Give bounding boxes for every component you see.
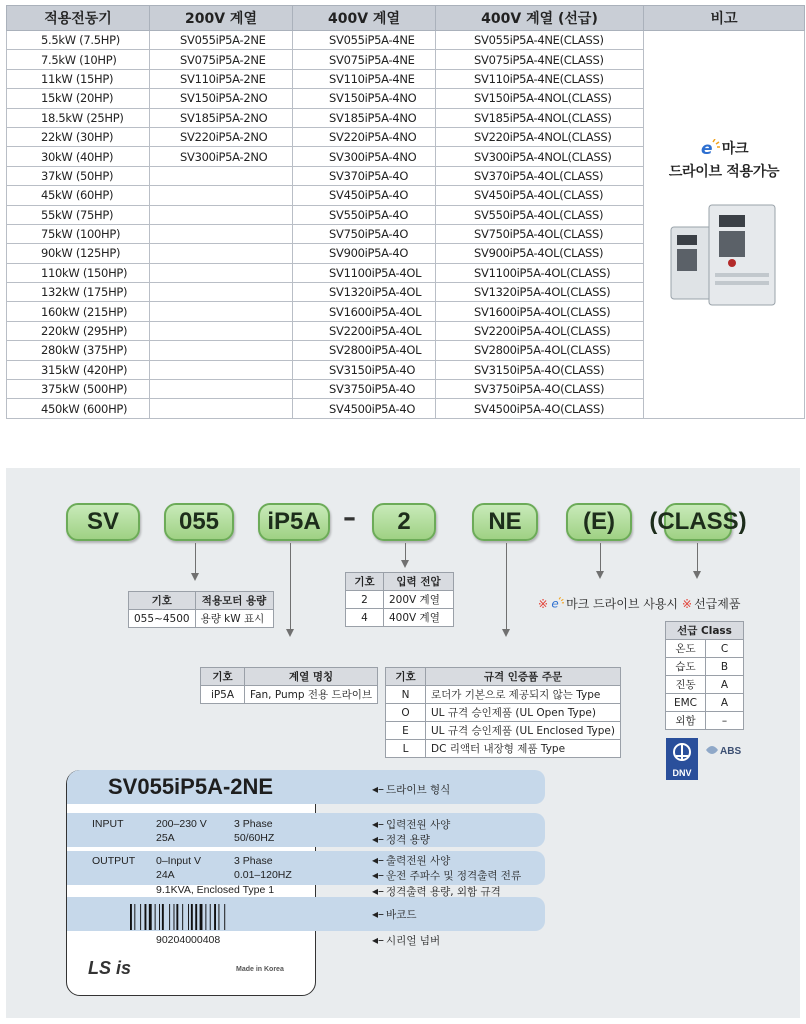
model-400v-cell: SV900iP5A-4O <box>293 244 436 263</box>
connector-class <box>697 543 698 573</box>
motor-cell: 22kW (30HP) <box>7 127 150 146</box>
e-mark-note-text: 마크 드라이브 사용시 <box>566 597 679 611</box>
model-200v-cell: SV075iP5A-2NE <box>150 50 293 69</box>
arrow-left-icon: ◂– <box>372 907 385 921</box>
model-200v-cell <box>150 263 293 282</box>
svg-text:e: e <box>551 597 559 610</box>
model-400v-cell: SV370iP5A-4O <box>293 166 436 185</box>
drive-product-image <box>665 201 783 311</box>
desc-barcode-text: 바코드 <box>386 909 417 921</box>
header-motor: 적용전동기 <box>7 6 150 31</box>
class-table-title: 선급 Class <box>666 622 744 640</box>
voltage-cell-code: 4 <box>346 609 384 627</box>
model-200v-cell <box>150 283 293 302</box>
series-table <box>200 667 378 704</box>
model-400v-class-cell: SV110iP5A-4NE(CLASS) <box>436 69 644 88</box>
header-400v-class: 400V 계열 (선급) <box>436 6 644 31</box>
model-400v-cell: SV220iP5A-4NO <box>293 127 436 146</box>
series-header-desc: 계열 명칭 <box>245 668 378 686</box>
connector-series <box>290 543 291 631</box>
model-400v-cell: SV2200iP5A-4OL <box>293 321 436 340</box>
type-table <box>385 667 621 758</box>
motor-cell: 450kW (600HP) <box>7 399 150 418</box>
desc-input <box>372 817 450 832</box>
motor-cell: 160kW (215HP) <box>7 302 150 321</box>
remark-title-text: 마크 <box>721 140 749 157</box>
model-200v-cell <box>150 302 293 321</box>
motor-cell: 5.5kW (7.5HP) <box>7 31 150 50</box>
e-mark-note <box>536 595 740 612</box>
arrow-down-icon <box>693 571 701 579</box>
input-label: INPUT <box>92 818 124 830</box>
input-frequency: 50/60HZ <box>234 832 275 844</box>
class-cell-name: 온도 <box>666 640 706 658</box>
model-400v-class-cell: SV150iP5A-4NOL(CLASS) <box>436 89 644 108</box>
barcode-icon <box>128 903 252 931</box>
model-200v-cell: SV150iP5A-2NO <box>150 89 293 108</box>
model-400v-class-cell: SV220iP5A-4NOL(CLASS) <box>436 127 644 146</box>
model-200v-cell: SV220iP5A-2NO <box>150 127 293 146</box>
e-mark-icon <box>550 597 564 610</box>
model-200v-cell: SV300iP5A-2NO <box>150 147 293 166</box>
remark-subtitle: 드라이브 적용가능 <box>668 163 780 180</box>
voltage-cell-desc: 200V 계열 <box>384 591 454 609</box>
model-200v-cell <box>150 205 293 224</box>
abs-logo-icon <box>704 740 748 760</box>
arrow-left-icon: ◂– <box>372 782 385 796</box>
dnv-logo-icon <box>666 738 698 780</box>
connector-type <box>506 543 507 631</box>
type-cell-desc: UL 규격 승인제품 (UL Open Type) <box>426 704 621 722</box>
arrow-left-icon: ◂– <box>372 817 385 831</box>
output-frequency: 0.01–120HZ <box>234 869 292 881</box>
model-400v-cell: SV055iP5A-4NE <box>293 31 436 50</box>
model-400v-cell: SV1100iP5A-4OL <box>293 263 436 282</box>
desc-rating-text: 정격출력 용량, 외함 규격 <box>386 886 501 898</box>
asterisk: ※ <box>682 596 693 611</box>
code-dash: – <box>343 503 356 533</box>
connector-capacity <box>195 543 196 575</box>
class-cell-name: EMC <box>666 694 706 712</box>
model-400v-cell: SV750iP5A-4O <box>293 224 436 243</box>
model-200v-cell <box>150 399 293 418</box>
nameplate-model: SV055iP5A-2NE <box>108 774 274 799</box>
remark-title <box>700 138 748 158</box>
motor-cell: 90kW (125HP) <box>7 244 150 263</box>
output-current: 24A <box>156 869 175 881</box>
arrow-left-icon: ◂– <box>372 832 385 846</box>
model-400v-cell: SV4500iP5A-4O <box>293 399 436 418</box>
model-200v-cell <box>150 244 293 263</box>
series-cell-desc: Fan, Pump 전용 드라이브 <box>245 686 378 704</box>
model-200v-cell <box>150 224 293 243</box>
model-200v-cell: SV185iP5A-2NO <box>150 108 293 127</box>
input-current: 25A <box>156 832 175 844</box>
code-chip-series: iP5A <box>258 503 330 541</box>
output-voltage: 0–Input V <box>156 855 201 867</box>
arrow-down-icon <box>191 573 199 581</box>
e-mark-icon <box>700 139 720 157</box>
desc-rating <box>372 884 501 899</box>
model-400v-class-cell: SV185iP5A-4NOL(CLASS) <box>436 108 644 127</box>
motor-cell: 18.5kW (25HP) <box>7 108 150 127</box>
desc-model <box>372 782 450 797</box>
abs-logo-text: ABS <box>720 746 742 757</box>
series-cell-code: iP5A <box>201 686 245 704</box>
model-200v-cell <box>150 321 293 340</box>
model-table <box>6 5 805 419</box>
model-400v-class-cell: SV3750iP5A-4O(CLASS) <box>436 380 644 399</box>
model-400v-class-cell: SV550iP5A-4OL(CLASS) <box>436 205 644 224</box>
band-input <box>67 813 545 847</box>
voltage-header-desc: 입력 전압 <box>384 573 454 591</box>
model-400v-cell: SV300iP5A-4NO <box>293 147 436 166</box>
motor-cell: 30kW (40HP) <box>7 147 150 166</box>
model-400v-cell: SV3750iP5A-4O <box>293 380 436 399</box>
voltage-header-code: 기호 <box>346 573 384 591</box>
model-400v-class-cell: SV4500iP5A-4O(CLASS) <box>436 399 644 418</box>
model-200v-cell <box>150 166 293 185</box>
class-cell-grade: – <box>706 712 744 730</box>
motor-cell: 37kW (50HP) <box>7 166 150 185</box>
model-400v-cell: SV1320iP5A-4OL <box>293 283 436 302</box>
model-400v-cell: SV150iP5A-4NO <box>293 89 436 108</box>
class-cell-grade: C <box>706 640 744 658</box>
model-400v-class-cell: SV2800iP5A-4OL(CLASS) <box>436 341 644 360</box>
model-400v-class-cell: SV450iP5A-4OL(CLASS) <box>436 186 644 205</box>
arrow-down-icon <box>502 629 510 637</box>
voltage-cell-desc: 400V 계열 <box>384 609 454 627</box>
dnv-logo-text: DNV <box>672 768 692 778</box>
motor-cell: 315kW (420HP) <box>7 360 150 379</box>
capacity-header-code: 기호 <box>129 592 196 610</box>
desc-serial <box>372 933 440 948</box>
ls-logo: LS is <box>88 958 132 978</box>
rating-text: 9.1KVA, Enclosed Type 1 <box>156 884 275 896</box>
desc-model-text: 드라이브 형식 <box>386 784 451 796</box>
motor-cell: 132kW (175HP) <box>7 283 150 302</box>
class-cell-name: 외함 <box>666 712 706 730</box>
desc-barcode <box>372 907 416 922</box>
motor-cell: 45kW (60HP) <box>7 186 150 205</box>
type-cell-desc: UL 규격 승인제품 (UL Enclosed Type) <box>426 722 621 740</box>
model-400v-class-cell: SV750iP5A-4OL(CLASS) <box>436 224 644 243</box>
input-voltage: 200–230 V <box>156 818 207 830</box>
output-phase: 3 Phase <box>234 855 273 867</box>
motor-cell: 55kW (75HP) <box>7 205 150 224</box>
class-cell-grade: B <box>706 658 744 676</box>
desc-output <box>372 853 450 868</box>
model-400v-cell: SV3150iP5A-4O <box>293 360 436 379</box>
model-400v-class-cell: SV1600iP5A-4OL(CLASS) <box>436 302 644 321</box>
model-400v-class-cell: SV075iP5A-4NE(CLASS) <box>436 50 644 69</box>
desc-input-text: 입력전원 사양 <box>386 819 451 831</box>
header-200v: 200V 계열 <box>150 6 293 31</box>
input-phase: 3 Phase <box>234 818 273 830</box>
table-header-row <box>7 6 805 31</box>
model-400v-class-cell: SV300iP5A-4NOL(CLASS) <box>436 147 644 166</box>
class-note-text: 선급제품 <box>694 597 741 611</box>
model-400v-class-cell: SV1100iP5A-4OL(CLASS) <box>436 263 644 282</box>
capacity-header-desc: 적용모터 용량 <box>195 592 273 610</box>
class-cell-name: 습도 <box>666 658 706 676</box>
model-400v-cell: SV075iP5A-4NE <box>293 50 436 69</box>
header-400v: 400V 계열 <box>293 6 436 31</box>
type-cell-desc: 로더가 기본으로 제공되지 않는 Type <box>426 686 621 704</box>
capacity-cell-code: 055~4500 <box>129 610 196 628</box>
model-400v-class-cell: SV055iP5A-4NE(CLASS) <box>436 31 644 50</box>
type-header-code: 기호 <box>386 668 426 686</box>
capacity-table <box>128 591 274 628</box>
arrow-down-icon <box>286 629 294 637</box>
model-400v-class-cell: SV900iP5A-4OL(CLASS) <box>436 244 644 263</box>
model-400v-class-cell: SV3150iP5A-4O(CLASS) <box>436 360 644 379</box>
motor-cell: 15kW (20HP) <box>7 89 150 108</box>
motor-cell: 110kW (150HP) <box>7 263 150 282</box>
desc-freq-text: 운전 주파수 및 정격출력 전류 <box>386 870 522 882</box>
model-400v-cell: SV1600iP5A-4OL <box>293 302 436 321</box>
model-200v-cell <box>150 380 293 399</box>
voltage-cell-code: 2 <box>346 591 384 609</box>
code-chip-type: NE <box>472 503 538 541</box>
model-400v-class-cell: SV370iP5A-4OL(CLASS) <box>436 166 644 185</box>
motor-cell: 280kW (375HP) <box>7 341 150 360</box>
code-chip-e: (E) <box>566 503 632 541</box>
model-200v-cell: SV055iP5A-2NE <box>150 31 293 50</box>
series-header-code: 기호 <box>201 668 245 686</box>
type-header-desc: 규격 인증품 주문 <box>426 668 621 686</box>
arrow-down-icon <box>401 560 409 568</box>
desc-freq <box>372 868 521 883</box>
code-chip-voltage: 2 <box>372 503 436 541</box>
model-400v-cell: SV550iP5A-4O <box>293 205 436 224</box>
desc-current <box>372 832 430 847</box>
class-table <box>665 621 744 730</box>
model-400v-cell: SV450iP5A-4O <box>293 186 436 205</box>
arrow-left-icon: ◂– <box>372 853 385 867</box>
type-cell-code: N <box>386 686 426 704</box>
made-in-korea: Made in Korea <box>236 966 284 973</box>
model-400v-cell: SV110iP5A-4NE <box>293 69 436 88</box>
code-chip-capacity: 055 <box>164 503 234 541</box>
model-200v-cell: SV110iP5A-2NE <box>150 69 293 88</box>
class-cell-grade: A <box>706 676 744 694</box>
motor-cell: 7.5kW (10HP) <box>7 50 150 69</box>
model-200v-cell <box>150 360 293 379</box>
type-cell-desc: DC 리액터 내장형 제품 Type <box>426 740 621 758</box>
model-400v-cell: SV185iP5A-4NO <box>293 108 436 127</box>
header-remark: 비고 <box>644 6 805 31</box>
table-row <box>7 31 805 50</box>
model-200v-cell <box>150 341 293 360</box>
model-200v-cell <box>150 186 293 205</box>
type-cell-code: O <box>386 704 426 722</box>
code-chip-class: (CLASS) <box>664 503 732 541</box>
model-400v-class-cell: SV1320iP5A-4OL(CLASS) <box>436 283 644 302</box>
desc-serial-text: 시리얼 넘버 <box>386 935 441 947</box>
type-cell-code: L <box>386 740 426 758</box>
motor-cell: 75kW (100HP) <box>7 224 150 243</box>
serial-number: 90204000408 <box>156 934 221 946</box>
arrow-down-icon <box>596 571 604 579</box>
model-400v-class-cell: SV2200iP5A-4OL(CLASS) <box>436 321 644 340</box>
voltage-table <box>345 572 454 627</box>
svg-text:e: e <box>700 138 712 157</box>
class-cell-name: 진동 <box>666 676 706 694</box>
desc-output-text: 출력전원 사양 <box>386 855 451 867</box>
output-label: OUTPUT <box>92 855 136 867</box>
motor-cell: 220kW (295HP) <box>7 321 150 340</box>
arrow-left-icon: ◂– <box>372 884 385 898</box>
connector-voltage <box>405 543 406 561</box>
remark-cell <box>644 31 805 419</box>
motor-cell: 11kW (15HP) <box>7 69 150 88</box>
arrow-left-icon: ◂– <box>372 933 385 947</box>
type-cell-code: E <box>386 722 426 740</box>
model-400v-cell: SV2800iP5A-4OL <box>293 341 436 360</box>
desc-current-text: 정격 용량 <box>386 834 430 846</box>
capacity-cell-desc: 용량 kW 표시 <box>195 610 273 628</box>
code-chip-sv: SV <box>66 503 140 541</box>
class-cell-grade: A <box>706 694 744 712</box>
connector-e <box>600 543 601 573</box>
asterisk: ※ <box>538 596 549 611</box>
motor-cell: 375kW (500HP) <box>7 380 150 399</box>
arrow-left-icon: ◂– <box>372 868 385 882</box>
